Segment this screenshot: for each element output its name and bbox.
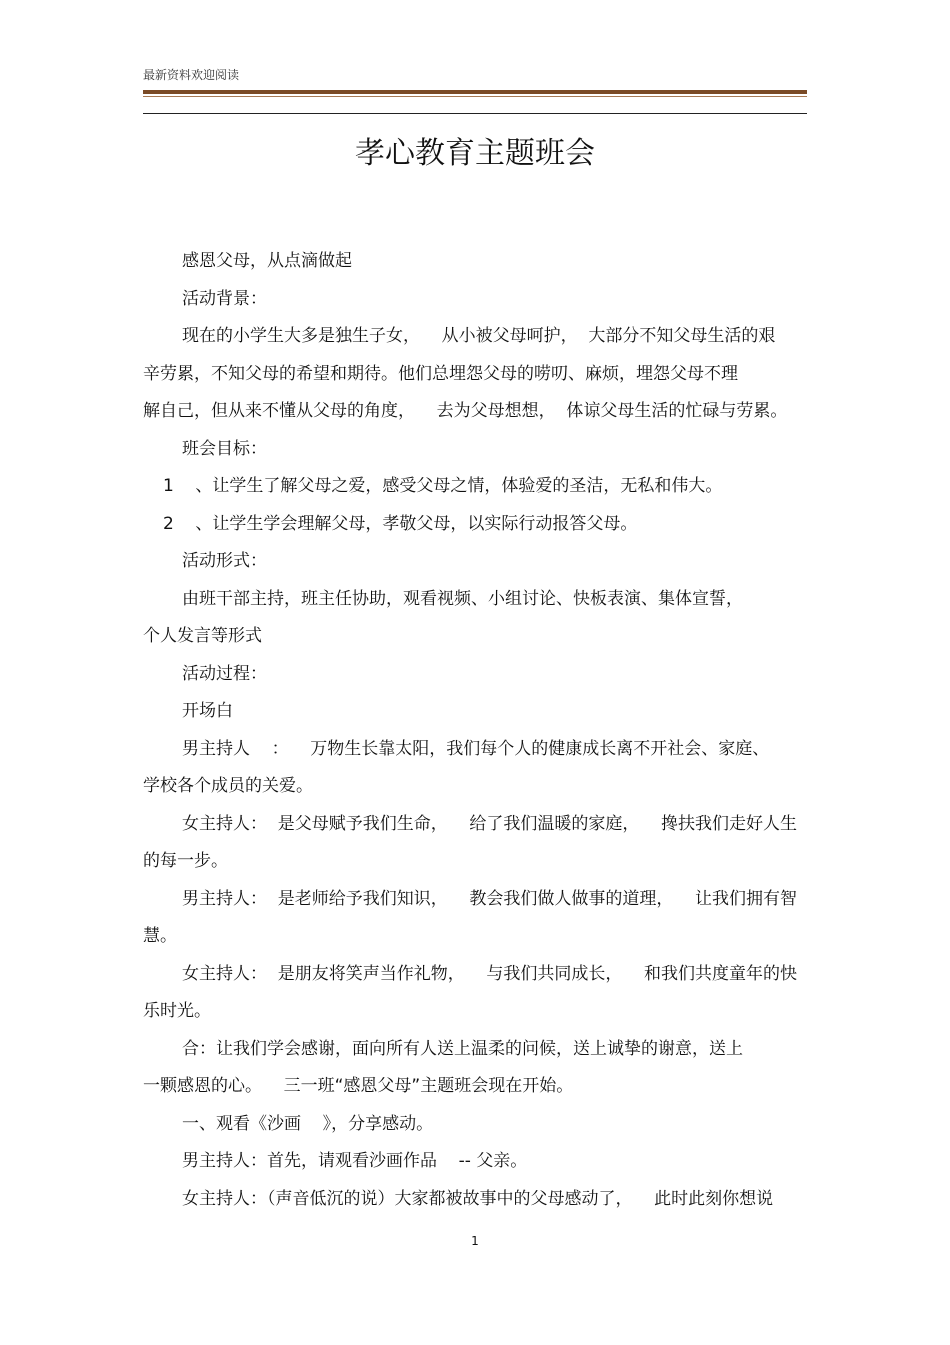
body-line: 个人发言等形式 (143, 626, 262, 646)
document-body (143, 243, 807, 1236)
body-line: 一颗感恩的心。 三一班“感恩父母”主题班会现在开始。 (143, 1076, 574, 1096)
body-line: 慧。 (143, 926, 177, 946)
body-line: 男主持人：首先，请观看沙画作品 -- 父亲。 (182, 1151, 528, 1171)
body-line: 由班干部主持，班主任协助，观看视频、小组讨论、快板表演、集体宣誓， (182, 588, 743, 609)
body-line: 女主持人： 是朋友将笑声当作礼物， 与我们共同成长， 和我们共度童年的快 (182, 963, 798, 984)
header-rule-thick (143, 90, 807, 94)
body-line: 学校各个成员的关爱。 (143, 776, 313, 796)
body-line: 2 、让学生学会理解父母，孝敬父母，以实际行动报答父母。 (163, 513, 638, 534)
body-line: 开场白 (182, 701, 233, 721)
body-line: 活动背景： (182, 288, 267, 309)
header-rule-thin (143, 113, 807, 114)
header-rule-thin-brown (143, 96, 807, 97)
body-line: 1 、让学生了解父母之爱，感受父母之情，体验爱的圣洁，无私和伟大。 (163, 476, 723, 496)
body-line: 感恩父母，从点滴做起 (182, 251, 352, 271)
body-line: 班会目标： (182, 438, 267, 459)
body-line: 男主持人 ： 万物生长靠太阳，我们每个人的健康成长离不开社会、家庭、 (182, 738, 770, 759)
body-line: 辛劳累，不知父母的希望和期待。他们总埋怨父母的唠叨、麻烦，埋怨父母不理 (143, 363, 738, 384)
body-line: 男主持人： 是老师给予我们知识， 教会我们做人做事的道理， 让我们拥有智 (182, 888, 798, 909)
page-number: 1 (471, 1234, 479, 1248)
body-line: 活动形式： (182, 551, 267, 571)
body-line: 现在的小学生大多是独生子女， 从小被父母呵护， 大部分不知父母生活的艰 (182, 326, 776, 346)
page-header: 最新资料欢迎阅读 (143, 68, 240, 82)
body-line: 乐时光。 (143, 1001, 211, 1021)
document-title: 孝心教育主题班会 (355, 136, 595, 171)
body-line: 活动过程： (182, 663, 267, 684)
body-line: 的每一步。 (143, 851, 228, 871)
body-line: 女主持人： 是父母赋予我们生命， 给了我们温暖的家庭， 搀扶我们走好人生 (182, 813, 798, 834)
body-line: 合：让我们学会感谢，面向所有人送上温柔的问候，送上诚挚的谢意，送上 (182, 1038, 743, 1059)
body-line: 女主持人：（声音低沉的说）大家都被故事中的父母感动了， 此时此刻你想说 (182, 1188, 774, 1209)
body-line: 一、观看《沙画 》，分享感动。 (182, 1113, 434, 1134)
body-line: 解自己，但从来不懂从父母的角度， 去为父母想想， 体谅父母生活的忙碌与劳累。 (143, 401, 788, 421)
